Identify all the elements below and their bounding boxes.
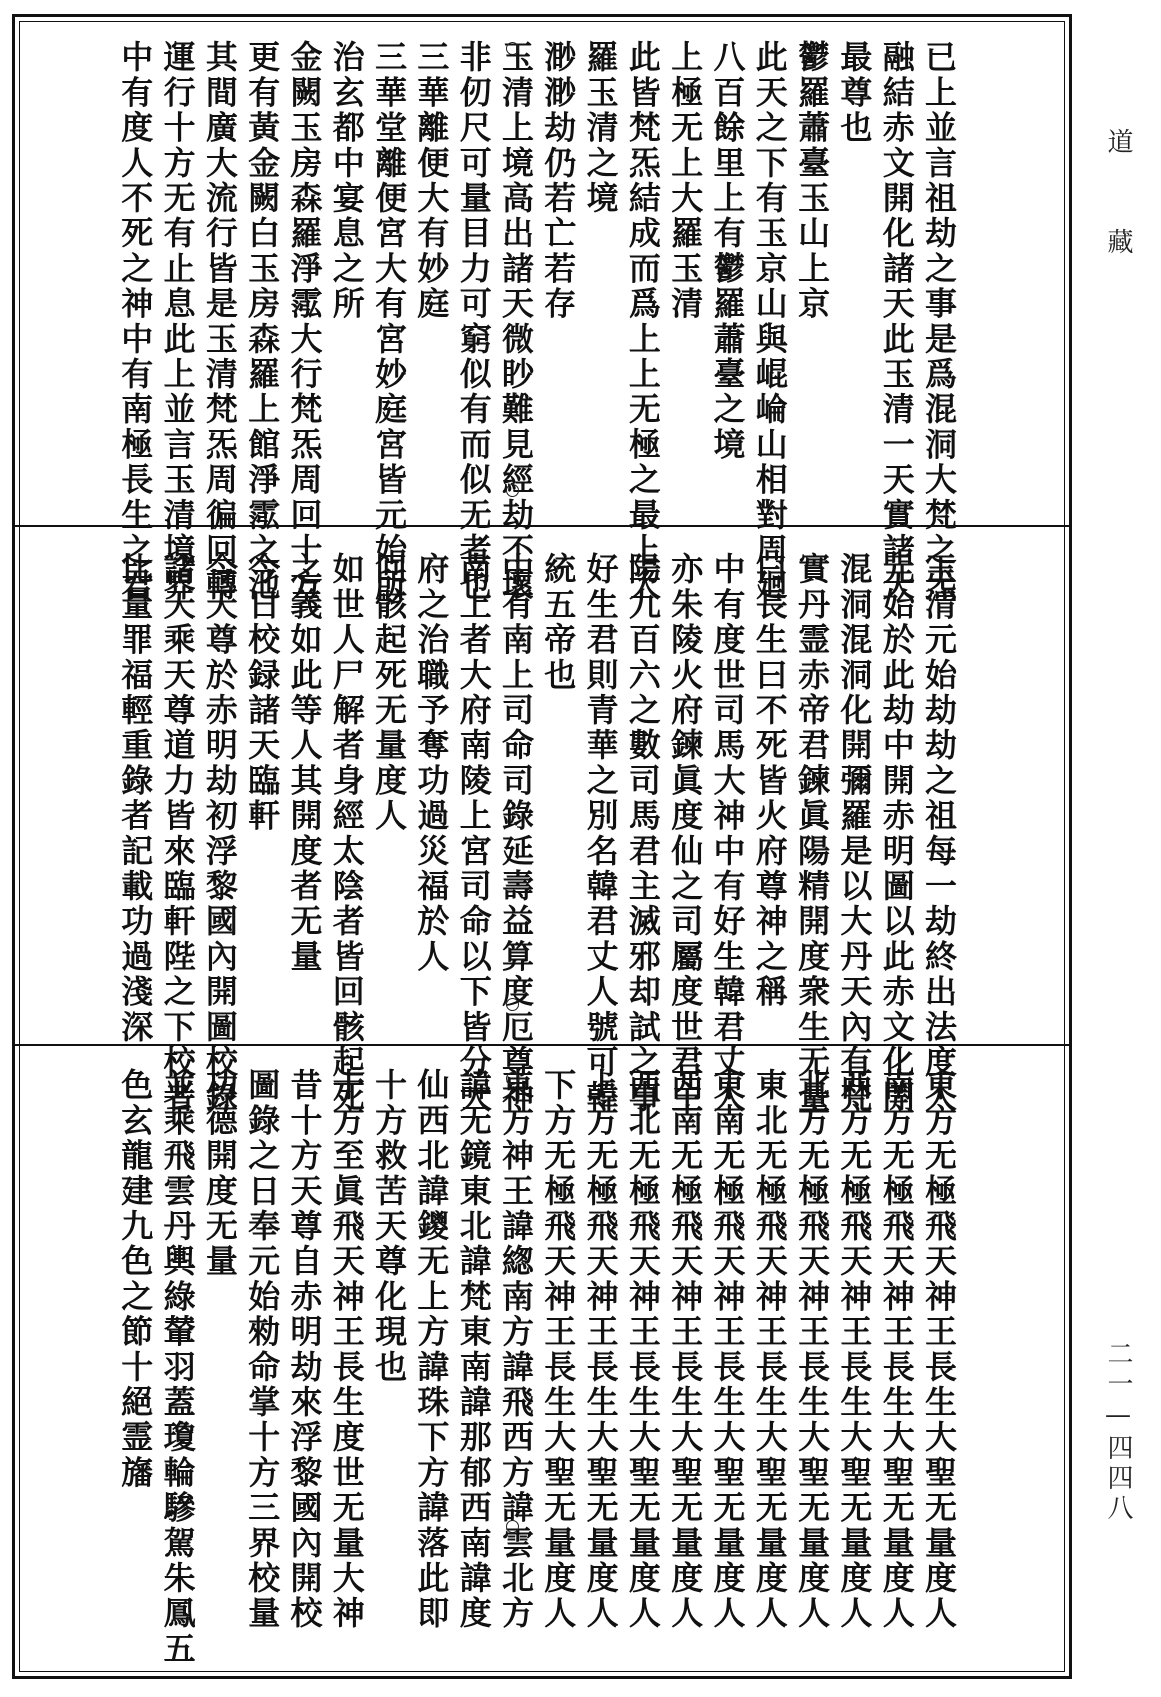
text-column: 已上並言祖劫之事是爲混洞大梵之炁 [920, 40, 958, 604]
text-column: 比量罪福輕重錄者記載功過淺深 [116, 552, 155, 1045]
text-column: 功德開度无量 [200, 1068, 239, 1280]
text-column: 府之治職予奪功過災福於人 [412, 552, 451, 975]
text-column: 西南无極飛天神王長生大聖无量度人 [666, 1068, 705, 1632]
text-column: 並乘飛雲丹輿綠輦羽蓋瓊輪驂駕朱鳳五 [158, 1068, 197, 1667]
text-column: 西方无極飛天神王長生大聖无量度人 [835, 1068, 874, 1632]
punctuation-circle [506, 1072, 519, 1085]
text-column: 昔十方天尊自赤明劫來浮黎國內開校 [285, 1068, 324, 1632]
punctuation-circle [506, 1520, 519, 1533]
text-column: 上方无極飛天神王長生大聖无量度人 [581, 1068, 620, 1632]
side-label-page: 二一—四四八 [1103, 1340, 1133, 1524]
text-column: 三華離便大有妙庭 [412, 40, 451, 322]
text-column: 非仞尺可量目力可窮似有而似无者也 [454, 40, 493, 604]
text-column: 亦朱陵火府鍊眞度仙之司屬度世君主 [666, 552, 705, 1116]
text-column: 仙西北諱鑁无上方諱珠下方諱落此即 [412, 1068, 451, 1632]
text-column: 今日校録諸天臨軒 [243, 552, 282, 834]
text-column: 陽九百六之數司馬君主滅邪却試之事 [623, 552, 662, 1116]
text-panel-1 [12, 40, 1072, 604]
text-column: 諱无鏡東北諱梵東南諱那郁西南諱度 [454, 1068, 493, 1632]
text-column: 三華堂離便宮大有宮妙庭宮皆元始所 [370, 40, 409, 604]
punctuation-circle [506, 998, 519, 1011]
text-column: 此天之下有玉京山與崐崘山相對周廻 [750, 40, 789, 604]
text-column: 其間廣大流行皆是玉清梵炁周徧回轉 [200, 40, 239, 604]
text-column: 治玄都中宴息之所 [327, 40, 366, 322]
text-column: 元始於此劫中開赤明圖以此赤文化開 [877, 552, 916, 1116]
text-panel-3 [12, 1068, 1072, 1667]
text-column: 中有南上司命司錄延壽益算度厄尊神 [497, 552, 535, 1116]
text-column: 如世人尸解者身經太陰者皆回骸起死 [327, 552, 366, 1116]
text-column: 八百餘里上有鬱羅蕭臺之境 [708, 40, 747, 463]
text-column: 十方救苦天尊化現也 [370, 1068, 409, 1385]
text-column: 玉清元始劫劫之祖每一劫終出法度人 [920, 552, 958, 1116]
text-column: 實丹霊赤帝君鍊眞陽精開度衆生无量 [793, 552, 832, 1116]
punctuation-circle [506, 560, 519, 573]
text-column: 渺渺劫仍若亡若存 [539, 40, 578, 322]
text-column: 諸天乘天尊道力皆來臨軒陛之下校者 [158, 552, 197, 1116]
text-column: 金闕玉房森羅淨霐大行梵炁周回十方 [285, 40, 324, 604]
text-column: 南上者大府南陵上宮司命以下皆分大 [454, 552, 493, 1116]
text-column: 中有度人不死之神中有南極長生之君 [116, 40, 155, 604]
text-column: 運行十方无有止息此上並言玉清境界 [158, 40, 197, 604]
text-column: 最尊也 [835, 40, 874, 146]
text-column: 色玄龍建九色之節十絕霊旛 [116, 1068, 155, 1491]
text-column: 東方无極飛天神王長生大聖无量度人 [920, 1068, 958, 1632]
text-column: 北方无極飛天神王長生大聖无量度人 [793, 1068, 832, 1632]
text-column: 更有黃金闕白玉房森羅上館淨霐之池 [243, 40, 282, 604]
text-column: 今天尊於赤明劫初浮黎國內開圖校錄 [200, 552, 239, 1116]
text-column: 上極无上大羅玉清 [666, 40, 705, 322]
text-column: 玉清上境高出諸天微眇難見經劫不壞 [497, 40, 535, 604]
punctuation-circle [506, 484, 519, 497]
side-label-book: 道 [1103, 128, 1133, 158]
text-column: 圖錄之日奉元始勑命掌十方三界校量 [243, 1068, 282, 1632]
text-column: 十方至眞飛天神王長生度世无量大神 [327, 1068, 366, 1632]
text-column: 混洞混洞化開彌羅是以大丹天內有梵 [835, 552, 874, 1116]
text-column: 好生君則青華之別名韓君丈人號可韓 [581, 552, 620, 1116]
text-column: 回骸起死无量度人 [370, 552, 409, 834]
punctuation-circle [506, 42, 519, 55]
text-panel-2 [12, 552, 1072, 1116]
text-column: 鬱羅蕭臺玉山上京 [793, 40, 832, 322]
text-column: 之義如此等人其開度者无量 [285, 552, 324, 975]
text-column: 融結赤文開化諸天此玉清一天實諸天 [877, 40, 916, 604]
text-column: 南方无極飛天神王長生大聖无量度人 [877, 1068, 916, 1632]
text-column: 中有度世司馬大神中有好生韓君丈人 [708, 552, 747, 1116]
text-column: 下方无極飛天神王長生大聖无量度人 [539, 1068, 578, 1632]
text-column: 羅玉清之境 [581, 40, 620, 216]
text-column: 此皆梵炁結成而爲上上无極之最上大 [623, 40, 662, 604]
text-column: 東南无極飛天神王長生大聖无量度人 [708, 1068, 747, 1632]
side-label-series: 藏 [1103, 228, 1133, 258]
text-column: 西北无極飛天神王長生大聖无量度人 [623, 1068, 662, 1632]
text-column: 曰長生曰不死皆火府尊神之稱 [750, 552, 789, 1010]
text-column: 統五帝也 [539, 552, 578, 693]
text-column: 東方神王諱緫南方諱飛西方諱雲北方 [497, 1068, 535, 1632]
text-column: 東北无極飛天神王長生大聖无量度人 [750, 1068, 789, 1632]
